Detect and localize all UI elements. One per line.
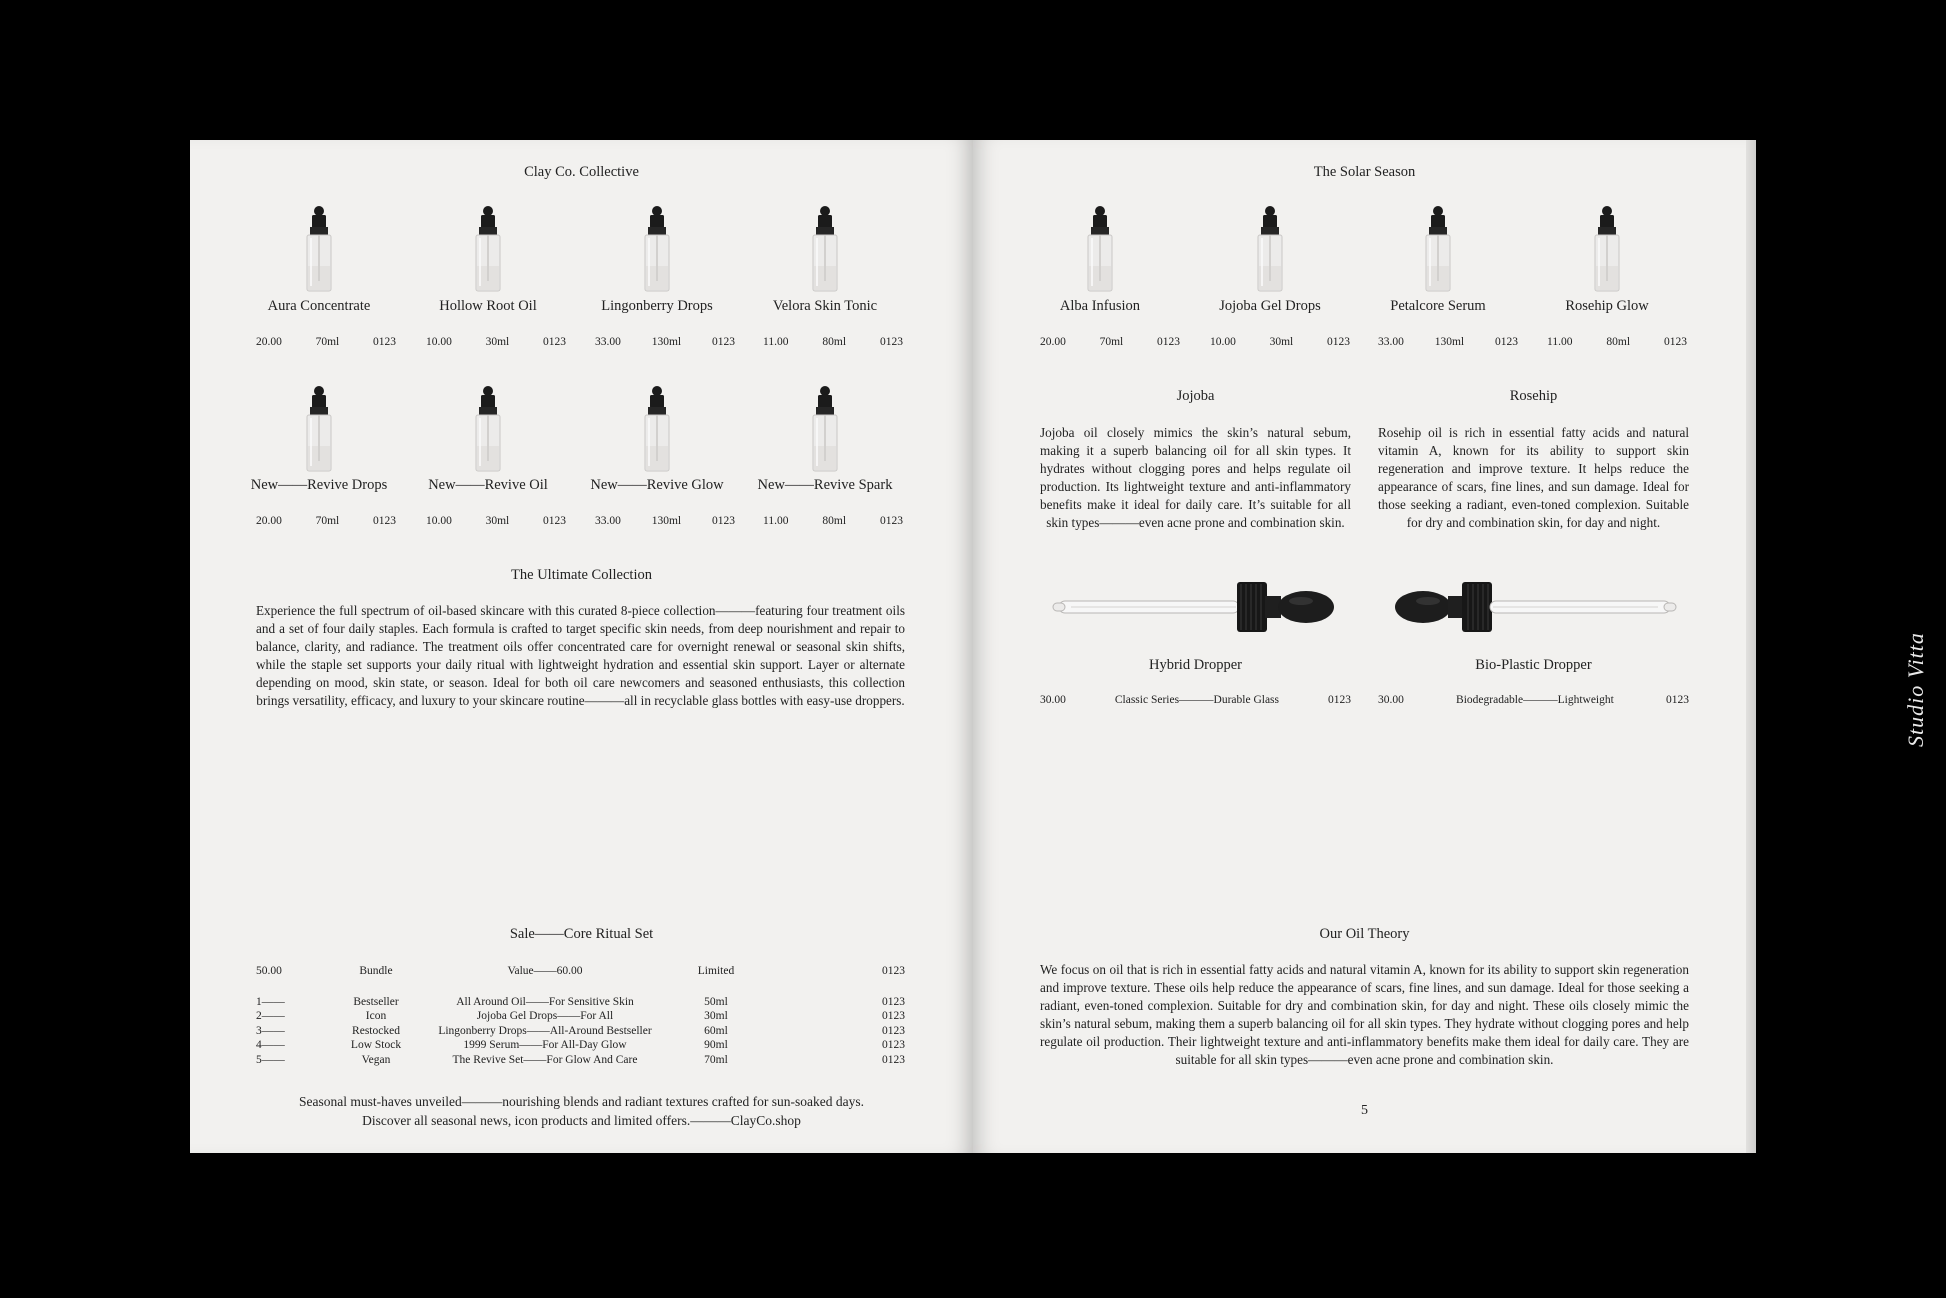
product-name: Hollow Root Oil [439,298,537,314]
product-meta [1547,336,1687,348]
product-meta [763,336,903,348]
table-row [256,995,905,1010]
product-price: 33.00 [1378,336,1404,348]
product-meta [763,515,903,527]
footer-link[interactable]: Discover all seasonal news, icon products and limited offers.———ClayCo.shop [362,1113,801,1128]
row-code: 0123 [882,1010,905,1023]
product-meta [256,336,396,348]
product-name: Aura Concentrate [267,298,371,314]
product-size: 30ml [1269,336,1294,348]
product-code: 0123 [880,336,903,348]
dropper-code: 0123 [1327,694,1351,706]
product-code: 0123 [372,336,396,348]
sale-price: 50.00 [256,965,282,977]
product-card[interactable] [1577,204,1637,299]
product-card[interactable] [627,384,687,479]
jojoba-title: Jojoba [1176,388,1215,404]
bio-plastic-dropper-meta [1378,694,1689,706]
row-size: 90ml [704,1039,728,1052]
sale-code: 0123 [882,965,905,977]
product-meta [426,515,566,527]
bottle-icon [1408,204,1468,294]
jojoba-text: Jojoba oil closely mimics the skin’s natural sebum, making it a superb balancing oil for all skin types. It hydrates without clogging pores and helps regulate oil production. Its lightweight texture and anti-inflammatory benefits make it ideal for daily care. It’s suitable for all skin types———even acne prone and combination skin. [1040,425,1351,530]
footer-line: Seasonal must-haves unveiled———nourishing blends and radiant textures crafted for sun-soaked days. [299,1094,864,1109]
row-item: 1999 Serum——For All-Day Glow [463,1039,627,1052]
row-tag: Restocked [352,1024,400,1037]
sale-table [256,964,905,1068]
product-meta [595,515,735,527]
product-meta [256,515,396,527]
bottle-icon [1240,204,1300,294]
table-row [256,1024,905,1039]
product-card[interactable] [795,384,855,479]
right-page [973,140,1756,1153]
rosehip-title: Rosehip [1509,388,1558,404]
product-card[interactable] [1240,204,1300,299]
page-number: 5 [1361,1103,1368,1118]
row-code: 0123 [882,995,905,1008]
product-card[interactable] [627,204,687,299]
row-number: 5—— [256,1053,285,1066]
product-size: 30ml [485,336,510,348]
row-size: 70ml [704,1053,728,1066]
bottle-icon [289,384,349,474]
bottle-icon [795,204,855,294]
product-size: 70ml [315,336,340,348]
oil-theory-text: We focus on oil that is rich in essential fatty acids and natural vitamin A, known for its ability to support skin regeneration and improve texture. These oils help reduce the appearance of scars, fine lines, and sun damage. Ideal for those seeking a radiant, even-toned complexion. Suitable for dry and combination skin, for day and night. These oils closely mimic the skin’s natural sebum, making them a superb balancing oil for all skin types. They hydrate without clogging pores and help regulate oil production. Their lightweight texture and anti-inflammatory benefits make them ideal for daily care. They are suitable for all skin types———even acne prone and combination skin. [1040,962,1689,1067]
rosehip-text: Rosehip oil is rich in essential fatty acids and natural vitamin A, known for its ability to support skin regeneration and improve texture. It helps reduce the appearance of scars, fine lines, and sun damage. Ideal for those seeking a radiant, even-toned complexion. Suitable for dry and combination skin, for day and night. [1378,425,1689,530]
sale-type: Bundle [359,965,393,977]
left-footer [190,1092,973,1130]
product-card[interactable] [289,384,349,479]
product-card[interactable] [795,204,855,299]
product-name: Rosehip Glow [1565,298,1649,314]
row-size: 30ml [704,1010,728,1023]
product-card[interactable] [458,204,518,299]
studio-signature: Studio Vitta [1903,632,1928,747]
row-size: 60ml [704,1024,728,1037]
bottle-icon [289,204,349,294]
row-size: 50ml [704,995,728,1008]
product-meta [1040,336,1180,348]
product-price: 20.00 [256,336,282,348]
product-price: 10.00 [426,336,452,348]
product-price: 10.00 [1210,336,1236,348]
product-meta [595,336,735,348]
product-size: 80ml [822,515,847,527]
product-code: 0123 [711,336,735,348]
product-code: 0123 [711,515,735,527]
row-number: 2—— [256,1010,285,1023]
right-page-header: The Solar Season [1313,164,1416,180]
product-name: New——Revive Oil [428,477,548,493]
product-name: New——Revive Spark [757,477,893,493]
row-tag: Vegan [361,1053,391,1066]
product-code: 0123 [880,515,903,527]
sale-table-header [256,964,905,979]
product-size: 70ml [1099,336,1124,348]
product-size: 70ml [315,515,340,527]
hybrid-dropper-meta [1040,694,1351,706]
hybrid-dropper-image [1051,572,1341,647]
ultimate-collection-text: Experience the full spectrum of oil-based skincare with this curated 8-piece collection———featuring four treatment oils and a set of four daily staples. Each formula is crafted to target specific skin needs, from deep nourishment and repair to balance, clarity, and radiance. The treatment oils offer concentrated care for overnight renewal or seasonal skin shifts, while the staple set supports your daily ritual with lightweight hydration and essential skin support. Layer or alternate depending on mood, skin state, or season. Ideal for both oil care newcomers and seasoned enthusiasts, this collection brings versatility, efficacy, and luxury to your skincare routine———all in recyclable glass bottles with easy-use droppers. [256,603,905,708]
ultimate-collection-title: The Ultimate Collection [511,567,652,583]
row-tag: Bestseller [353,995,399,1008]
bottle-icon [458,384,518,474]
left-page [190,140,973,1153]
row-code: 0123 [882,1053,905,1066]
bottle-icon [1577,204,1637,294]
sale-value: Value——60.00 [507,965,583,977]
product-card[interactable] [1408,204,1468,299]
product-code: 0123 [542,336,566,348]
bottle-icon [458,204,518,294]
table-row [256,1053,905,1068]
row-code: 0123 [882,1039,905,1052]
product-size: 30ml [485,515,510,527]
sale-title: Sale——Core Ritual Set [509,926,654,942]
product-price: 10.00 [426,515,452,527]
row-tag: Icon [365,1010,387,1023]
product-code: 0123 [542,515,566,527]
product-price: 20.00 [256,515,282,527]
bottle-icon [627,204,687,294]
row-tag: Low Stock [350,1039,402,1052]
product-code: 0123 [1156,336,1180,348]
product-name: Lingonberry Drops [601,298,713,314]
product-name: New——Revive Glow [590,477,724,493]
left-page-header: Clay Co. Collective [524,164,639,180]
dropper-desc: Biodegradable———Lightweight [1456,694,1614,706]
hybrid-dropper-name: Hybrid Dropper [1148,657,1243,673]
product-code: 0123 [1326,336,1350,348]
table-row [256,1038,905,1053]
row-item: The Revive Set——For Glow And Care [452,1053,638,1066]
bio-plastic-dropper-image [1388,572,1678,647]
product-price: 11.00 [763,336,789,348]
product-meta [1378,336,1518,348]
product-code: 0123 [1494,336,1518,348]
product-price: 11.00 [763,515,789,527]
product-name: Alba Infusion [1059,298,1141,314]
product-name: Petalcore Serum [1390,298,1486,314]
row-item: All Around Oil——For Sensitive Skin [456,995,634,1008]
row-number: 4—— [256,1039,285,1052]
oil-theory-title: Our Oil Theory [1319,926,1410,942]
table-row [256,1009,905,1024]
bottle-icon [1070,204,1130,294]
product-name: Velora Skin Tonic [772,298,878,314]
plastic-dropper-icon [1388,572,1678,642]
glass-dropper-icon [1051,572,1341,642]
bio-plastic-dropper-name: Bio-Plastic Dropper [1475,657,1592,673]
row-number: 1—— [256,995,285,1008]
product-card[interactable] [289,204,349,299]
product-price: 20.00 [1040,336,1066,348]
product-card[interactable] [458,384,518,479]
product-card[interactable] [1070,204,1130,299]
product-size: 80ml [822,336,847,348]
product-size: 130ml [1434,336,1465,348]
bottle-icon [627,384,687,474]
row-code: 0123 [882,1024,905,1037]
product-meta [1210,336,1350,348]
product-code: 0123 [372,515,396,527]
product-size: 80ml [1606,336,1631,348]
dropper-desc: Classic Series———Durable Glass [1114,694,1280,706]
product-name: Jojoba Gel Drops [1219,298,1321,314]
dropper-price: 30.00 [1378,694,1404,706]
product-price: 33.00 [595,336,621,348]
product-size: 130ml [651,515,682,527]
product-code: 0123 [1664,336,1687,348]
product-name: New——Revive Drops [250,477,388,493]
row-item: Lingonberry Drops——All-Around Bestseller [438,1024,652,1037]
product-price: 33.00 [595,515,621,527]
dropper-code: 0123 [1666,694,1689,706]
product-meta [426,336,566,348]
row-item: Jojoba Gel Drops——For All [476,1010,614,1023]
dropper-price: 30.00 [1040,694,1066,706]
bottle-icon [795,384,855,474]
product-price: 11.00 [1547,336,1573,348]
product-size: 130ml [651,336,682,348]
sale-status: Limited [697,965,735,977]
row-number: 3—— [256,1024,285,1037]
